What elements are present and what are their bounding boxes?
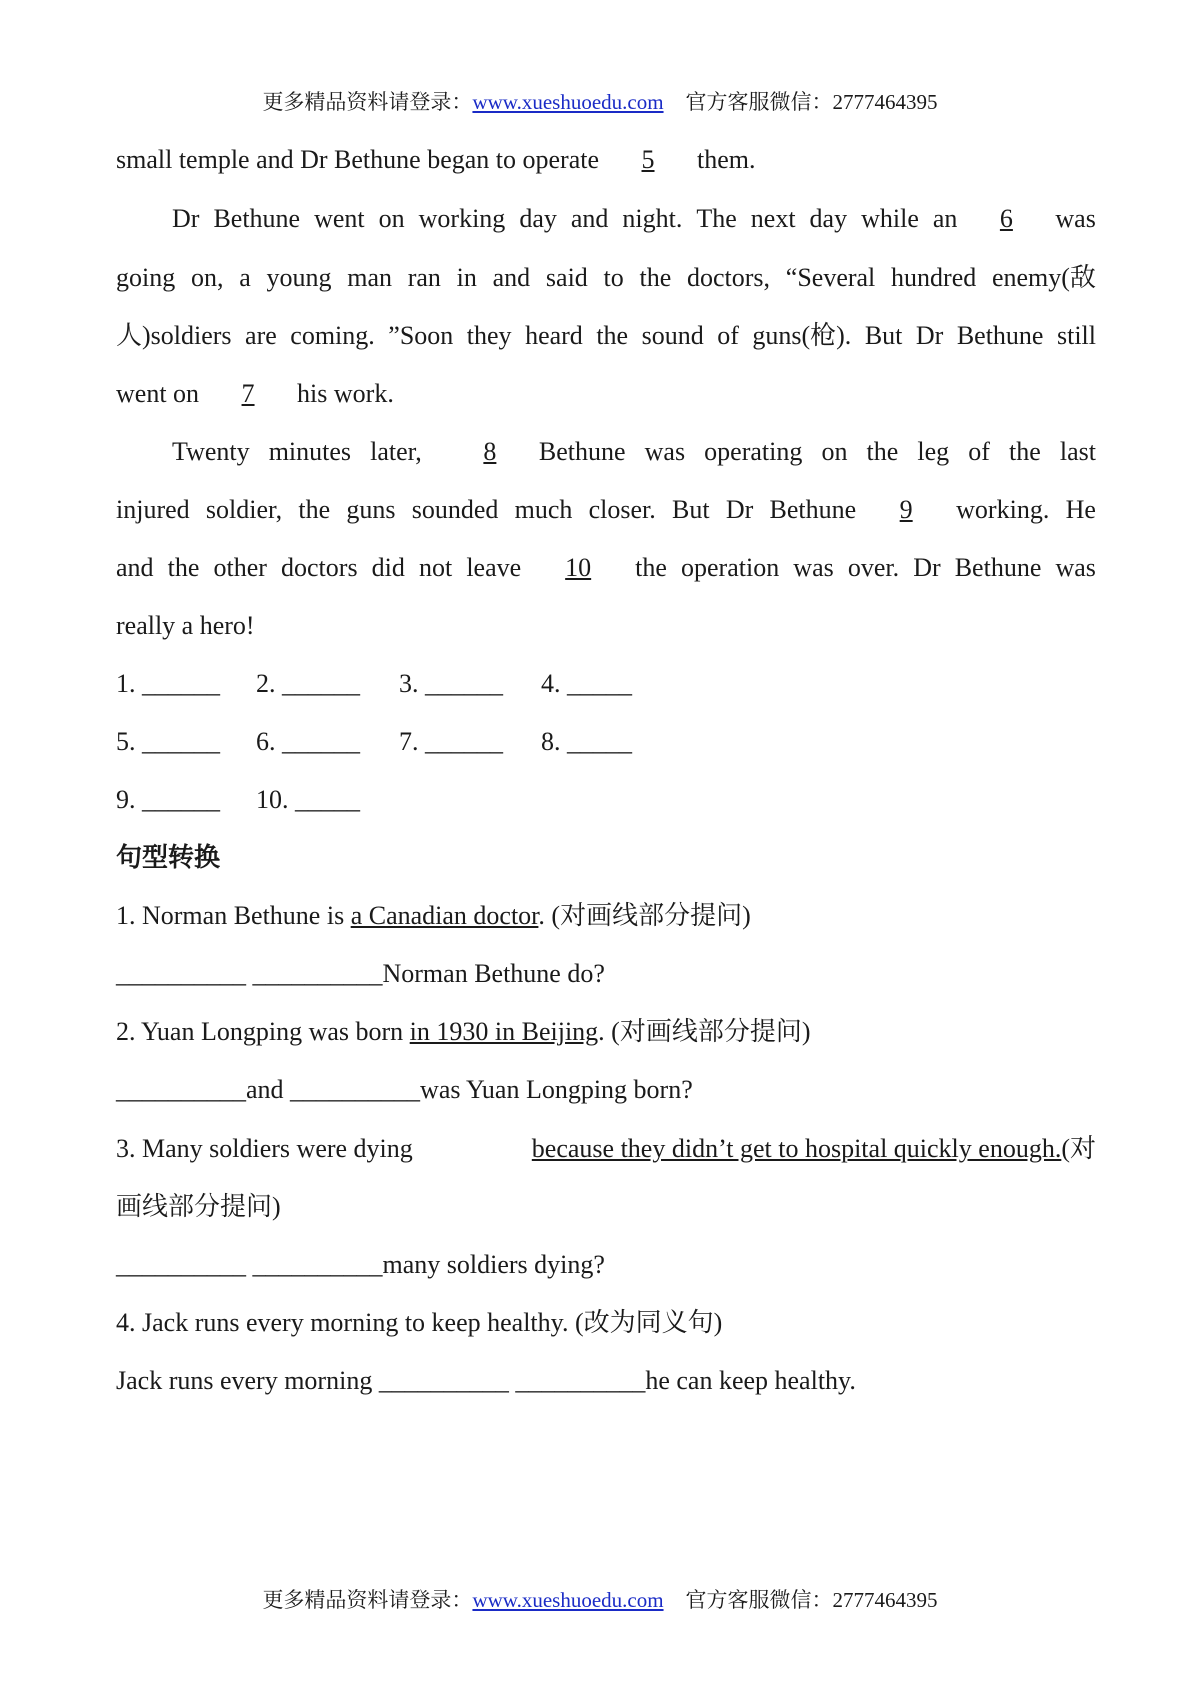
answer-blank-2[interactable]: 2. ______ [256,669,360,698]
answer-blank-4[interactable]: 4. _____ [541,669,632,698]
word: on, [190,263,224,292]
question-3-answer[interactable]: __________ __________many soldiers dying? [116,1250,605,1279]
question-3: 3. Many soldiers were dying because they didn’t get to hospital quickly enough. (对 [116,1132,1096,1166]
word: on [378,204,405,233]
word: Twenty [172,437,250,466]
word: Bethune [954,553,1042,582]
word: and [492,263,531,292]
question-2: 2. Yuan Longping was born in 1930 in Beijing. (对画线部分提问) [116,1017,811,1046]
passage-line-1: small temple and Dr Bethune began to operate 5 them. [116,143,1096,177]
word: went [314,204,365,233]
word: going [116,263,176,292]
question-1-answer[interactable]: __________ __________Norman Bethune do? [116,959,605,988]
word: was [644,437,686,466]
blank-6: 6 [999,204,1013,233]
word: the [866,437,899,466]
word: the [298,495,331,524]
word: doctors [281,553,358,582]
word: He [1065,495,1096,524]
page-footer [0,1586,1200,1614]
question-4-answer[interactable]: Jack runs every morning __________ __________he can keep healthy. [116,1366,856,1395]
word: are [245,321,277,350]
answer-blank-9[interactable]: 9. ______ [116,785,220,814]
footer-prefix: 更多精品资料请登录： [262,1588,473,1612]
question-4: 4. Jack runs every morning to keep healthy. (改为同义句) [116,1308,723,1337]
passage-line-5: went on 7 his work. [116,377,1096,411]
word: sounded [411,495,499,524]
passage-line-2 [172,202,1096,236]
word: night. [622,204,683,233]
word: “Several [785,263,876,292]
word: Dr [915,321,944,350]
passage-line-6 [172,435,1096,469]
word-group: an 6 was [933,202,1096,236]
word: in [456,263,477,292]
word: guns(枪). [752,321,852,350]
word: minutes [268,437,352,466]
word: and [570,204,609,233]
word: the [639,263,672,292]
blank-8: 8 [483,437,497,466]
blank-10: 10 [565,553,592,582]
word: Dr [913,553,941,582]
word: next [750,204,796,233]
word: and [116,553,154,582]
underlined-part: because they didn’t get to hospital quickly enough. [531,1134,1062,1163]
answer-blank-3[interactable]: 3. ______ [399,669,503,698]
word: much [514,495,573,524]
underlined-part: in 1930 in Beijing [409,1017,599,1046]
answer-blank-1[interactable]: 1. ______ [116,669,220,698]
answer-blank-8[interactable]: 8. _____ [541,727,632,756]
underlined-part: a Canadian doctor [350,901,539,930]
word: hundred [891,263,977,292]
word: sound [641,321,704,350]
word: they [466,321,512,350]
answer-blank-10[interactable]: 10. _____ [256,785,360,814]
header-website-link[interactable]: www.xueshuoedu.com [472,90,664,114]
word: a [239,263,251,292]
word: on [821,437,848,466]
word: guns [346,495,396,524]
word: over. [847,553,900,582]
word: ”Soon [388,321,454,350]
word: was [1055,553,1096,582]
word: working [418,204,506,233]
question-1: 1. Norman Bethune is a Canadian doctor. (对画线部分提问) [116,901,751,930]
word: Dr [725,495,754,524]
word: not [418,553,453,582]
word: did [371,553,405,582]
word-group: leave 10 the [466,551,667,585]
header-service-contact: 官方客服微信：2777464395 [685,90,938,114]
word: the [167,553,200,582]
passage-line-8 [116,551,1096,585]
word: was [793,553,834,582]
passage-line-7 [116,493,1096,527]
word: Bethune [956,321,1044,350]
word: last [1059,437,1096,466]
answer-blank-7[interactable]: 7. ______ [399,727,503,756]
word: ran [407,263,441,292]
word: while [861,204,919,233]
word-group: Bethune 9 working. [770,493,1050,527]
word: the [1009,437,1041,466]
blank-9: 9 [899,495,913,524]
word: But [864,321,903,350]
question-3-continued: 画线部分提问) [116,1192,281,1221]
word: Dr [172,204,200,233]
word: day [519,204,557,233]
word: leg [917,437,950,466]
word: enemy(敌 [991,263,1096,292]
word: later, [370,437,422,466]
word-group: 8 Bethune [441,435,626,469]
word: 人)soldiers [116,321,232,350]
word: of [717,321,739,350]
passage-line-3 [116,261,1096,295]
word: young [266,263,332,292]
header-prefix: 更多精品资料请登录： [262,90,473,114]
word: heard [525,321,583,350]
word: operation [681,553,780,582]
word: closer. [588,495,656,524]
word: soldier, [205,495,283,524]
word: coming. [290,321,375,350]
footer-service-contact: 官方客服微信：2777464395 [685,1588,938,1612]
word: operating [704,437,803,466]
footer-website-link[interactable]: www.xueshuoedu.com [472,1588,664,1612]
word: injured [116,495,190,524]
word: doctors, [687,263,771,292]
word: of [968,437,990,466]
word: still [1056,321,1096,350]
word: day [809,204,848,233]
passage-line-9: really a hero! [116,611,255,640]
word: other [213,553,267,582]
word: The [696,204,737,233]
word: to [603,263,624,292]
question-2-answer[interactable]: __________and __________was Yuan Longping born? [116,1075,693,1104]
answer-blank-5[interactable]: 5. ______ [116,727,220,756]
word: said [545,263,588,292]
blank-5: 5 [641,145,655,174]
passage-line-4 [116,319,1096,353]
word: man [347,263,392,292]
section-title: 句型转换 [116,843,221,872]
answer-blank-6[interactable]: 6. ______ [256,727,360,756]
word: But [672,495,710,524]
page-header [0,88,1200,116]
word: Bethune [213,204,301,233]
word: the [596,321,629,350]
blank-7: 7 [241,379,255,408]
